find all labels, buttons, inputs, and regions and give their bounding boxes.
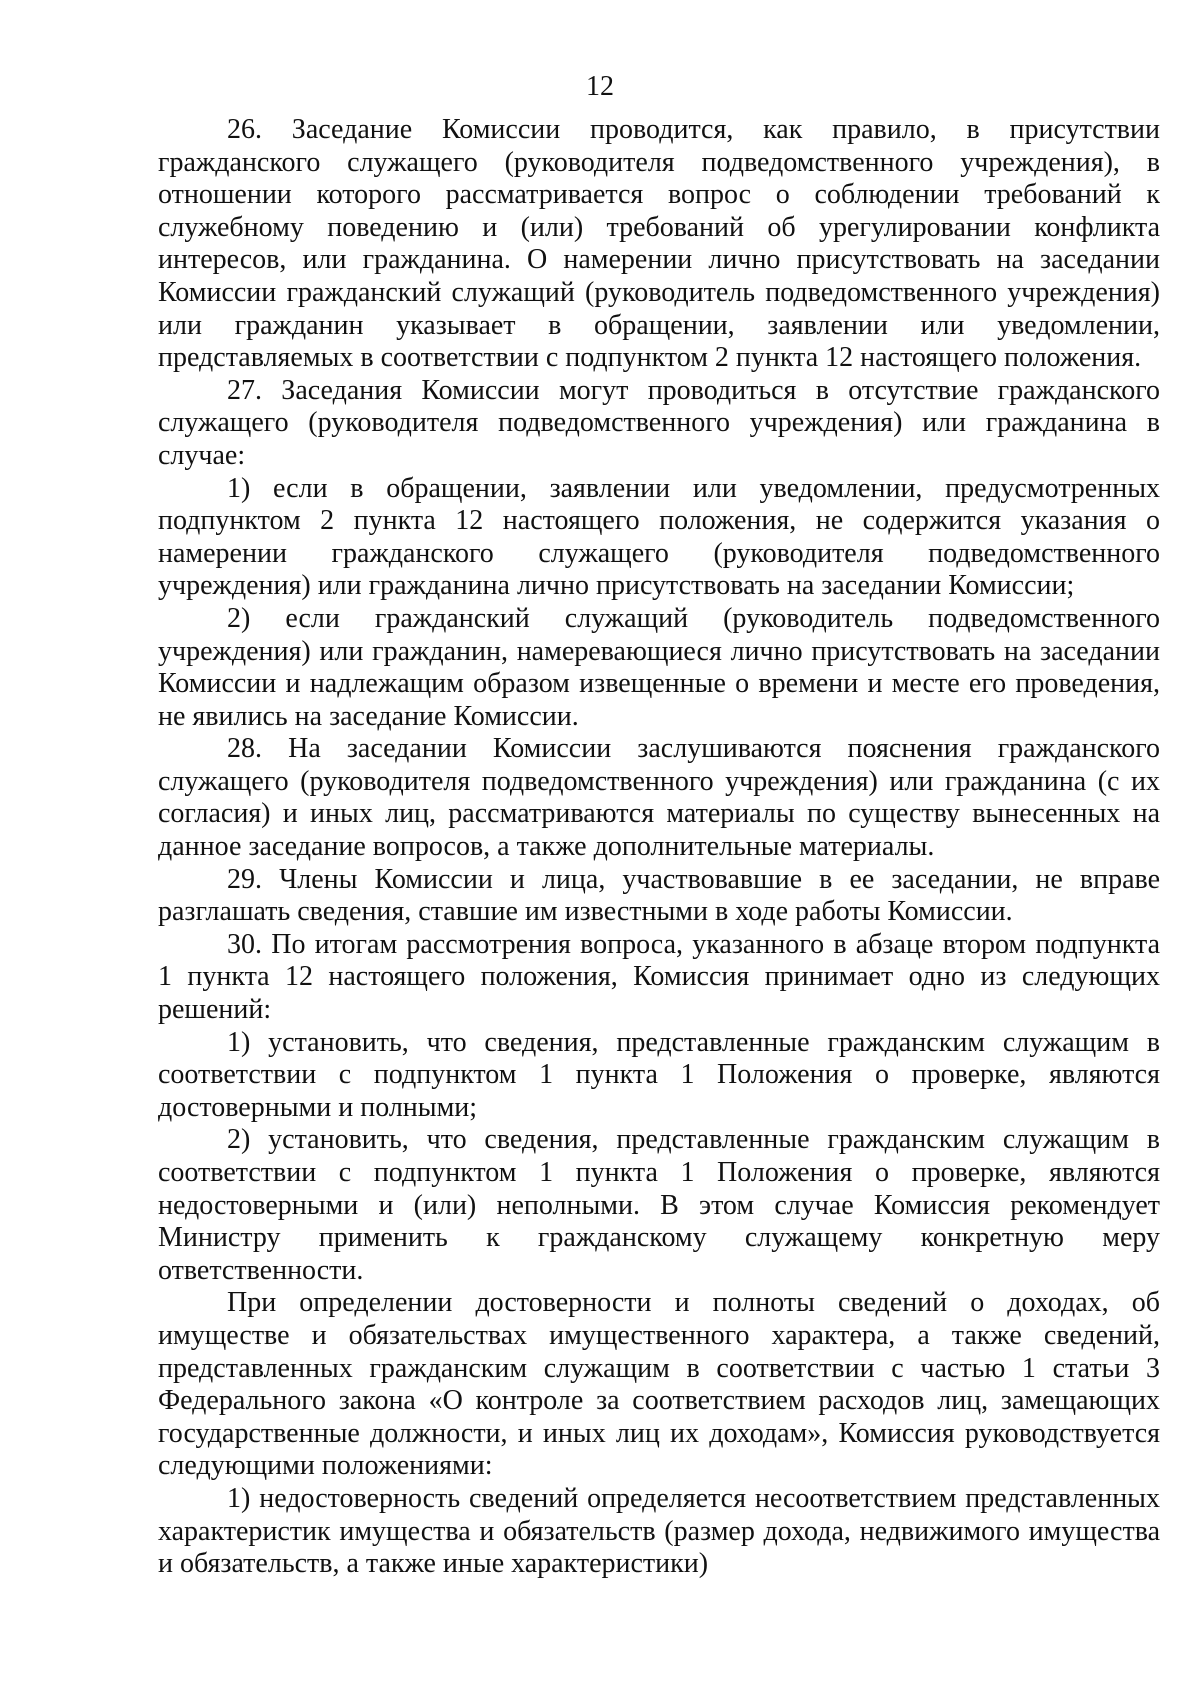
paragraph-determination: При определении достоверности и полноты сведений о доходах, об имуществе и обязательствах имущественного характера, а также сведений, представленных гражданским служащим в соответствии с частью 1 статьи 3 Федерального закона «О контроле за соответствием расходов лиц, замещающих государственные должности, и иных лиц их доходам», Комиссия руководствуется следующими положениями: (158, 1287, 1160, 1482)
paragraph-30: 30. По итогам рассмотрения вопроса, указанного в абзаце втором подпункта 1 пункта 12 настоящего положения, Комиссия принимает одно из следующих решений: (158, 928, 1160, 1026)
paragraph-27-item-1: 1) если в обращении, заявлении или уведомлении, предусмотренных подпунктом 2 пункта 12 настоящего положения, не содержится указания о намерении гражданского служащего (руководителя подведомственного учреждения) или гражданина лично присутствовать на заседании Комиссии; (158, 472, 1160, 602)
paragraph-26: 26. Заседание Комиссии проводится, как правило, в присутствии гражданского служащего (руководителя подведомственного учреждения), в отношении которого рассматривается вопрос о соблюдении требований к служебному поведению и (или) требований об урегулировании конфликта интересов, или гражданина. О намерении лично присутствовать на заседании Комиссии гражданский служащий (руководитель подведомственного учреждения) или гражданин указывает в обращении, заявлении или уведомлении, представляемых в соответствии с подпунктом 2 пункта 12 настоящего положения. (158, 114, 1160, 374)
paragraph-27-item-2: 2) если гражданский служащий (руководитель подведомственного учреждения) или гражданин, намеревающиеся лично присутствовать на заседании Комиссии и надлежащим образом извещенные о времени и месте его проведения, не явились на заседание Комиссии. (158, 602, 1160, 732)
paragraph-27: 27. Заседания Комиссии могут проводиться в отсутствие гражданского служащего (руководителя подведомственного учреждения) или гражданина в случае: (158, 374, 1160, 471)
paragraph-29: 29. Члены Комиссии и лица, участвовавшие в ее заседании, не вправе разглашать сведения, ставшие им известными в ходе работы Комиссии. (158, 863, 1160, 928)
document-body (158, 114, 1160, 1581)
paragraph-30-item-2: 2) установить, что сведения, представленные гражданским служащим в соответствии с подпунктом 1 пункта 1 Положения о проверке, являются недостоверными и (или) неполными. В этом случае Комиссия рекомендует Министру применить к гражданскому служащему конкретную меру ответственности. (158, 1124, 1160, 1286)
page-number: 12 (586, 71, 614, 102)
paragraph-30-item-1: 1) установить, что сведения, представленные гражданским служащим в соответствии с подпунктом 1 пункта 1 Положения о проверке, являются достоверными и полными; (158, 1026, 1160, 1123)
paragraph-determination-item-1: 1) недостоверность сведений определяется несоответствием представленных характеристик имущества и обязательств (размер дохода, недвижимого имущества и обязательств, а также иные характеристики) (158, 1482, 1160, 1580)
paragraph-28: 28. На заседании Комиссии заслушиваются пояснения гражданского служащего (руководителя подведомственного учреждения) или гражданина (с их согласия) и иных лиц, рассматриваются материалы по существу вынесенных на данное заседание вопросов, а также дополнительные материалы. (158, 733, 1160, 863)
